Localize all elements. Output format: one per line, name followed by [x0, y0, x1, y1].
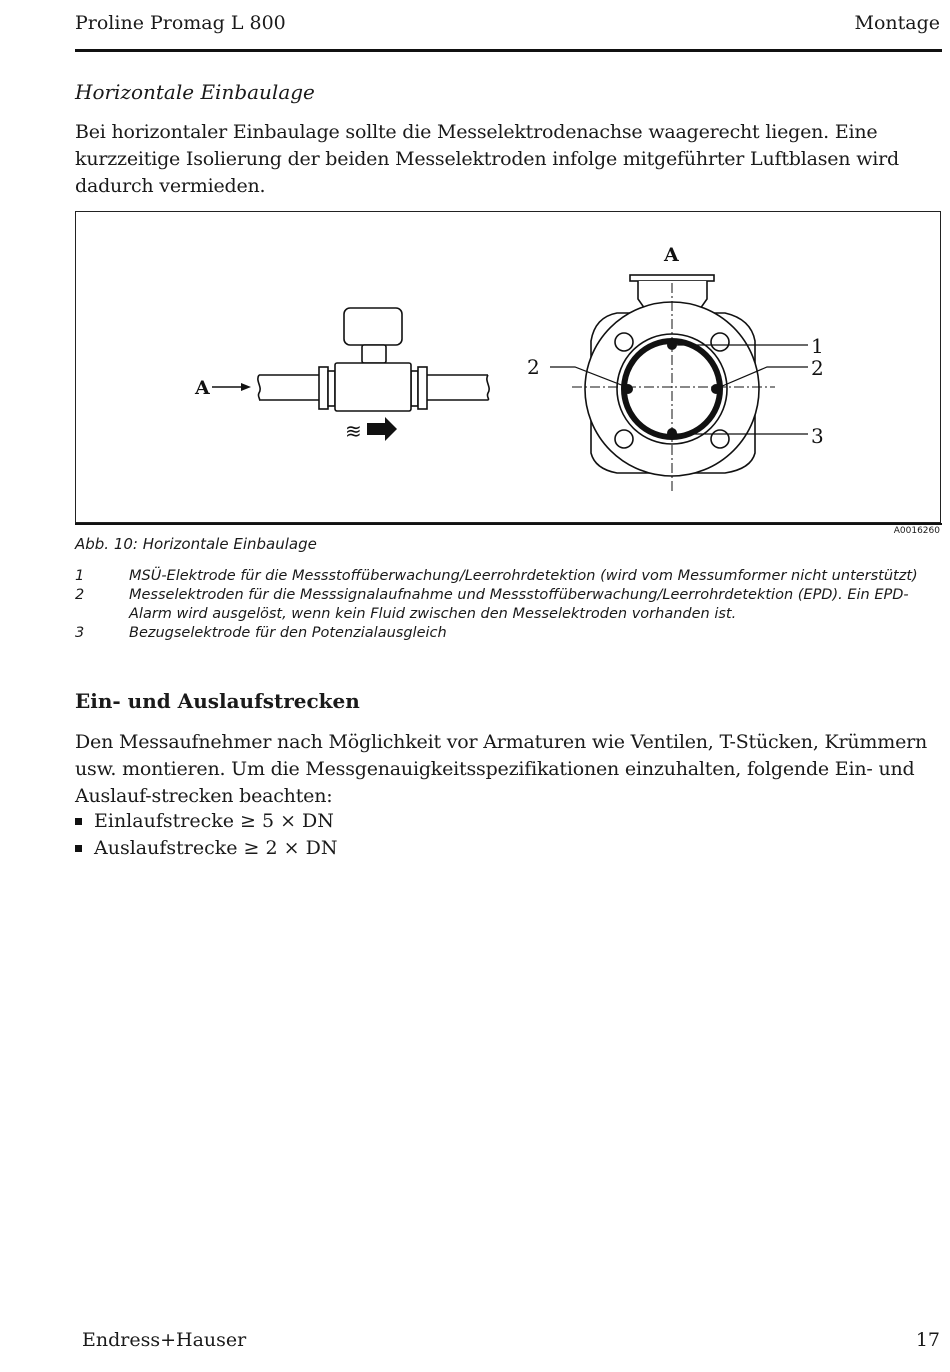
- flow-arrow-icon: [367, 417, 397, 441]
- bullet-icon: [75, 818, 82, 825]
- side-view-sensor: [258, 308, 489, 411]
- header-divider: [75, 49, 942, 52]
- legend-number: 1: [75, 568, 85, 584]
- legend-item: [75, 586, 945, 624]
- callout-2-left: 2: [527, 355, 540, 379]
- intro-paragraph: Bei horizontaler Einbaulage sollte die Messelektrodenachse waagerecht liegen. Eine kurzzeitige Isolierung der beiden Messelektroden infolge mitgeführter Luftblasen wird dadurch vermieden.: [75, 121, 899, 197]
- figure-legend: [75, 567, 945, 643]
- legend-item: [75, 567, 945, 586]
- legend-text: MSÜ-Elektrode für die Messstoffüberwachung/Leerrohrdetektion (wird vom Messumformer nicht unterstützt): [129, 568, 918, 584]
- view-a-arrow-label: A: [195, 377, 210, 399]
- figure-caption: Abb. 10: Horizontale Einbaulage: [75, 535, 317, 553]
- list-item-text: Auslaufstrecke ≥ 2 × DN: [94, 837, 338, 859]
- figure-bottom-rule: [75, 523, 942, 525]
- legend-number: 3: [75, 625, 85, 641]
- callout-1: 1: [811, 334, 824, 358]
- figure-id: A0016260: [893, 526, 940, 536]
- legend-item: [75, 624, 945, 643]
- callout-2-right: 2: [811, 356, 824, 380]
- flow-symbol: ≋: [345, 419, 362, 443]
- section-heading: Ein- und Auslaufstrecken: [75, 689, 360, 713]
- electrode-2-left: [623, 384, 633, 394]
- page-number: 17: [915, 1329, 940, 1351]
- list-item-text: Einlaufstrecke ≥ 5 × DN: [94, 810, 334, 832]
- legend-number: 2: [75, 587, 85, 603]
- electrode-3: [667, 428, 677, 438]
- legend-text: Bezugselektrode für den Potenzialausgleich: [129, 625, 447, 641]
- bullet-icon: [75, 845, 82, 852]
- view-arrow-icon: [241, 383, 251, 391]
- electrode-2-right: [711, 384, 721, 394]
- legend-text: Messelektroden für die Messsignalaufnahme und Messstoffüberwachung/Leerrohrdetektion (EPD). Ein EPD-Alarm wird ausgelöst, wenn kein Fluid zwischen den Messelektroden vorhanden ist.: [129, 587, 909, 622]
- electrode-1: [667, 340, 677, 350]
- list-item: [75, 808, 337, 835]
- footer-brand: Endress+Hauser: [82, 1329, 247, 1351]
- view-a-title: A: [664, 244, 679, 266]
- callout-3: 3: [811, 424, 824, 448]
- flowmeter-figure: [75, 211, 941, 523]
- header-title: Proline Promag L 800: [75, 12, 286, 34]
- header-section: Montage: [854, 12, 940, 34]
- list-item: [75, 835, 337, 862]
- body-paragraph: Den Messaufnehmer nach Möglichkeit vor Armaturen wie Ventilen, T-Stücken, Krümmern usw. montieren. Um die Messgenauigkeitsspezifikationen einzuhalten, folgende Ein- und Auslauf-strecken beachten:: [75, 731, 928, 807]
- bullet-list: [75, 808, 337, 862]
- section-subtitle: Horizontale Einbaulage: [75, 80, 315, 104]
